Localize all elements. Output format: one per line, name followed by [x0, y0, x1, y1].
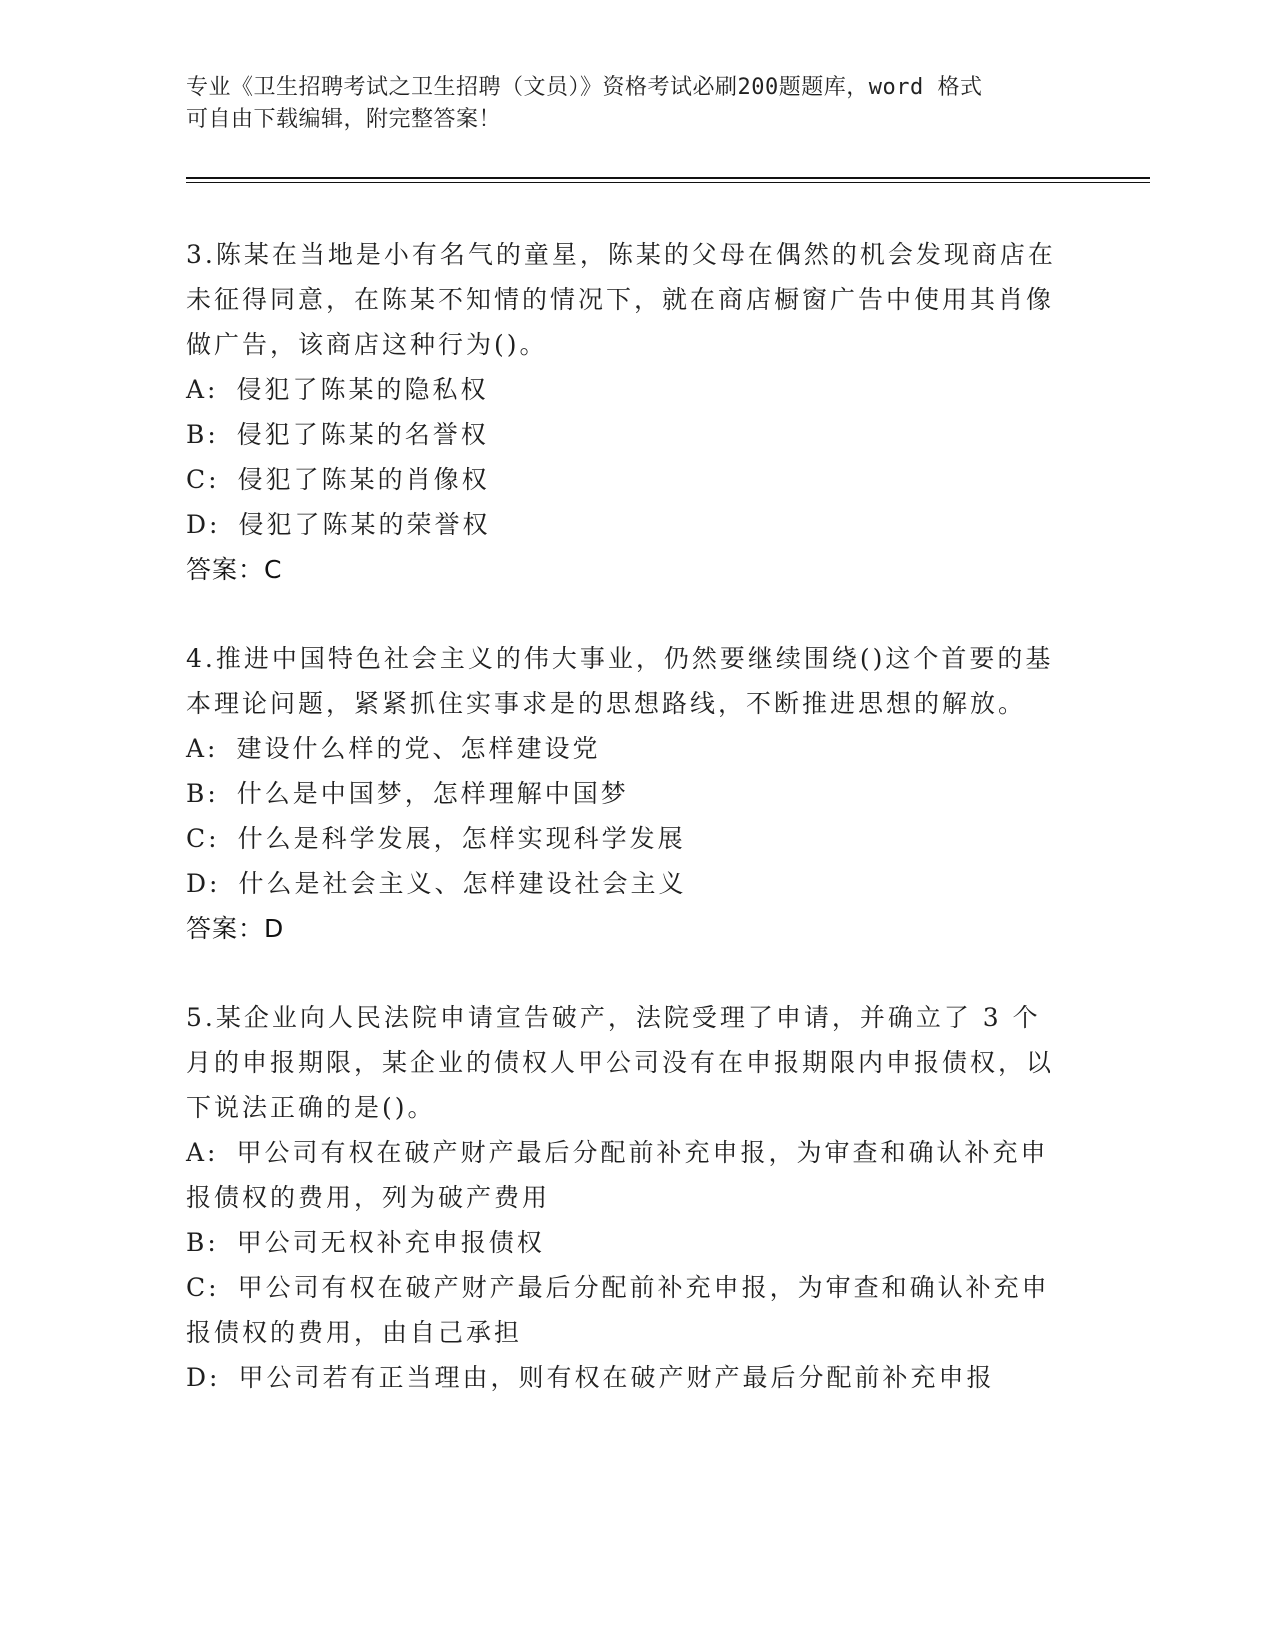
- question-stem: 5.某企业向人民法院申请宣告破产，法院受理了申请，并确立了 3 个月的申报期限，某企业的债权人甲公司没有在申报期限内申报债权，以下说法正确的是()。: [186, 1003, 1055, 1122]
- header-line-2: 可自由下载编辑，附完整答案！: [186, 107, 502, 132]
- option-text: 侵犯了陈某的荣誉权: [238, 510, 491, 539]
- option-text: 甲公司无权补充申报债权: [236, 1228, 545, 1257]
- option-text: 甲公司有权在破产财产最后分配前补充申报，为审查和确认补充申报债权的费用，由自己承担: [186, 1273, 1050, 1347]
- option-text: 建设什么样的党、怎样建设党: [236, 734, 601, 763]
- question-4: [186, 636, 1066, 951]
- question-stem: 4.推进中国特色社会主义的伟大事业，仍然要继续围绕()这个首要的基本理论问题，紧紧抓住实事求是的思想路线，不断推进思想的解放。: [186, 644, 1054, 718]
- option-c: [186, 816, 1066, 861]
- option-key: B:: [186, 420, 219, 449]
- option-c: [186, 1265, 1066, 1355]
- option-b: [186, 412, 1066, 457]
- option-d: [186, 861, 1066, 906]
- option-text: 什么是科学发展，怎样实现科学发展: [237, 824, 686, 853]
- option-key: A:: [186, 1138, 219, 1167]
- answer-line: 答案：D: [186, 914, 285, 943]
- option-text: 侵犯了陈某的隐私权: [236, 375, 489, 404]
- header-divider-thin: [186, 182, 1150, 183]
- question-5: [186, 995, 1066, 1400]
- option-text: 什么是社会主义、怎样建设社会主义: [238, 869, 687, 898]
- option-key: C:: [186, 824, 220, 853]
- option-key: B:: [186, 1228, 219, 1257]
- option-key: C:: [186, 1273, 220, 1302]
- question-3: [186, 232, 1066, 592]
- option-c: [186, 457, 1066, 502]
- option-key: A:: [186, 734, 219, 763]
- option-a: [186, 1130, 1066, 1220]
- option-key: D:: [186, 510, 221, 539]
- option-key: D:: [186, 869, 221, 898]
- option-text: 甲公司若有正当理由，则有权在破产财产最后分配前补充申报: [238, 1363, 995, 1392]
- question-stem: 3.陈某在当地是小有名气的童星，陈某的父母在偶然的机会发现商店在未征得同意，在陈某不知情的情况下，就在商店橱窗广告中使用其肖像做广告，该商店这种行为()。: [186, 240, 1056, 359]
- option-key: B:: [186, 779, 219, 808]
- document-header: [186, 72, 1066, 136]
- option-b: [186, 771, 1066, 816]
- option-d: [186, 502, 1066, 547]
- option-a: [186, 367, 1066, 412]
- header-line-1: 专业《卫生招聘考试之卫生招聘（文员）》资格考试必刷200题题库，word 格式: [186, 75, 983, 100]
- option-text: 侵犯了陈某的肖像权: [237, 465, 490, 494]
- option-text: 侵犯了陈某的名誉权: [236, 420, 489, 449]
- option-text: 甲公司有权在破产财产最后分配前补充申报，为审查和确认补充申报债权的费用，列为破产费用: [186, 1138, 1049, 1212]
- header-divider-thick: [186, 177, 1150, 179]
- option-key: D:: [186, 1363, 221, 1392]
- question-list: [186, 232, 1066, 1444]
- option-text: 什么是中国梦，怎样理解中国梦: [236, 779, 629, 808]
- option-d: [186, 1355, 1066, 1400]
- answer-line: 答案：C: [186, 555, 283, 584]
- option-b: [186, 1220, 1066, 1265]
- option-key: C:: [186, 465, 220, 494]
- option-a: [186, 726, 1066, 771]
- option-key: A:: [186, 375, 219, 404]
